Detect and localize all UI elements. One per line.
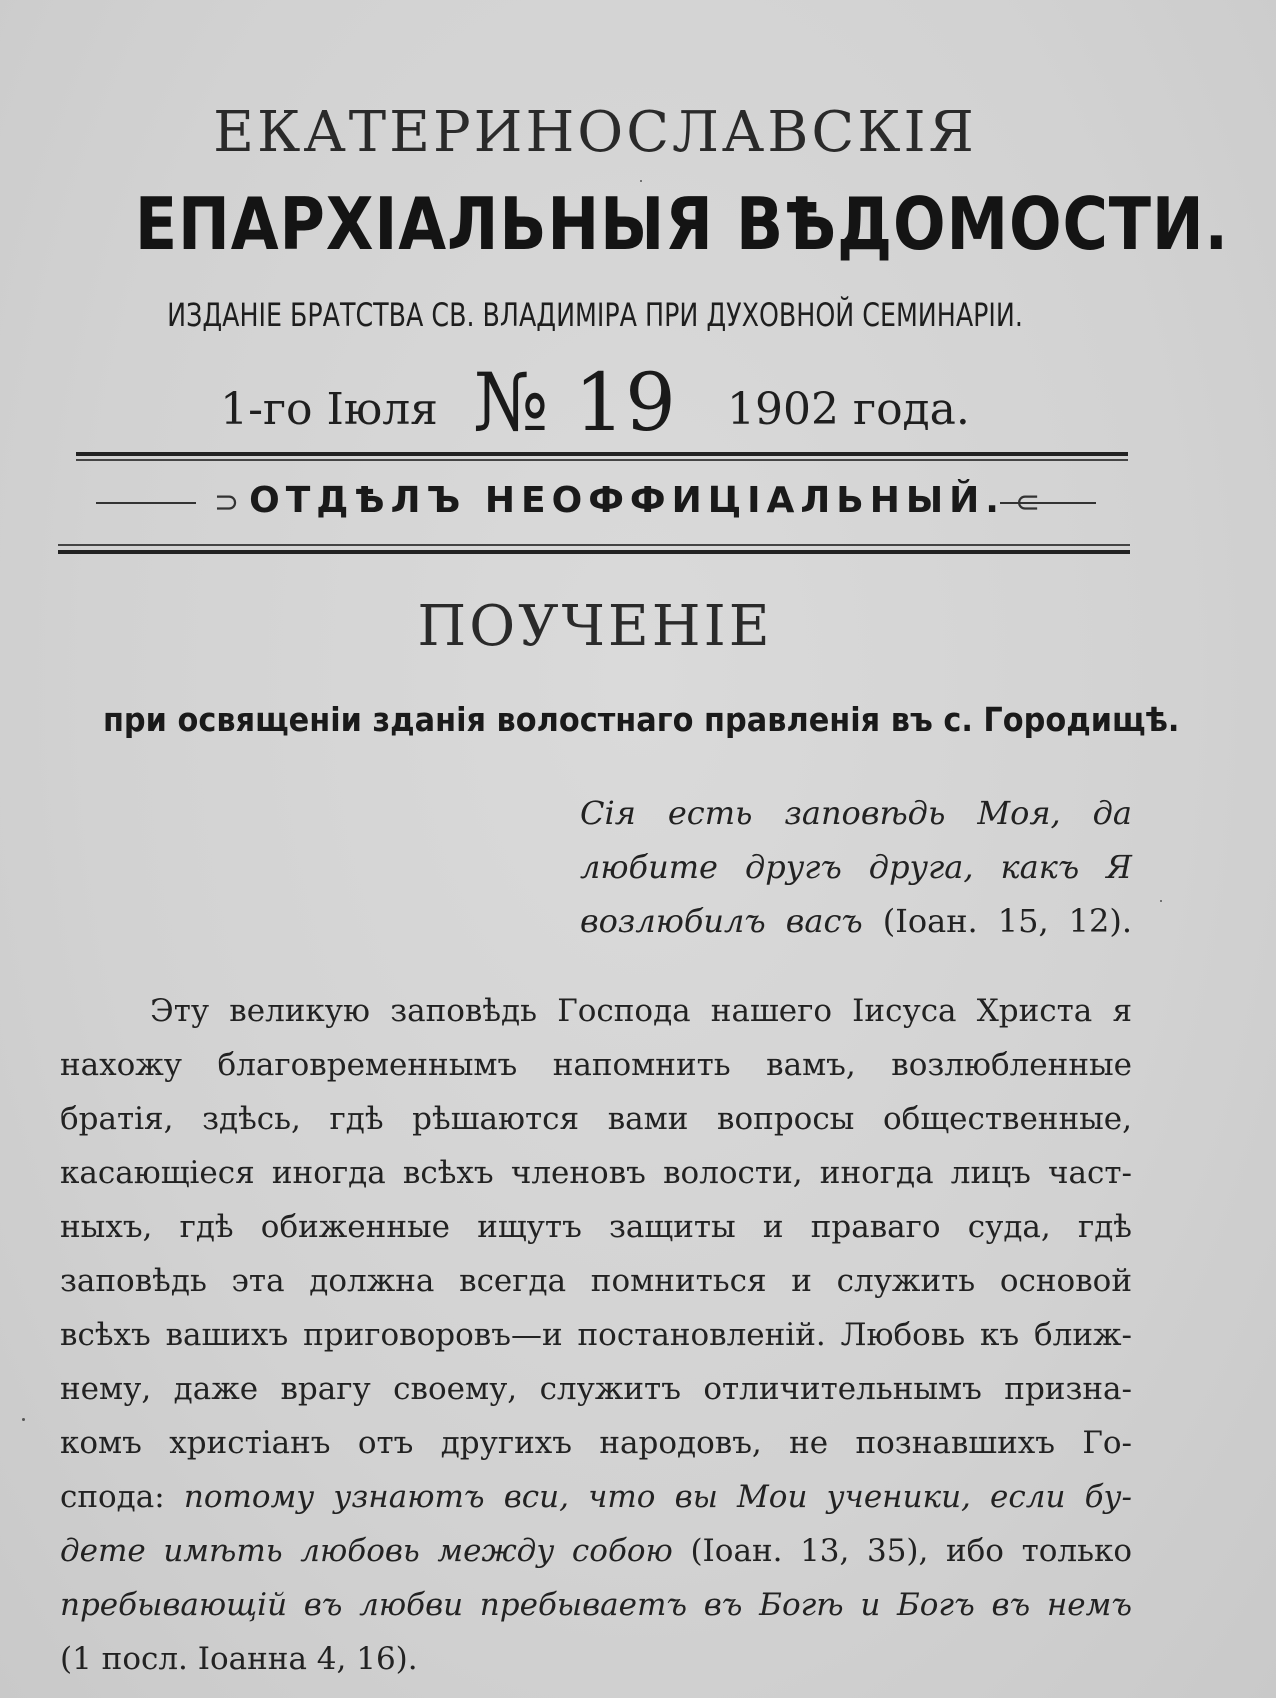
paragraph-line: Эту великую заповѣдь Господа нашего Іисуса Христа я	[150, 993, 1132, 1029]
epigraph	[580, 786, 1132, 948]
section-rule-thin	[58, 544, 1130, 546]
section-dash-right	[1000, 502, 1096, 504]
paragraph-line	[60, 1470, 1132, 1524]
paper-speck	[1160, 900, 1162, 902]
article-paragraph	[60, 984, 1132, 1686]
ornament-left-icon: ⊃	[214, 485, 240, 520]
paragraph-quote: дете имѣть любовь между собою	[60, 1533, 673, 1569]
issue-year: 1902 года.	[727, 384, 970, 435]
issue-number: № 19	[473, 356, 676, 449]
article-title: ПОУЧЕНІЕ	[417, 594, 773, 659]
section-heading	[96, 478, 1096, 528]
ornament-right-icon: ⊂	[1014, 485, 1041, 520]
masthead-region: ЕКАТЕРИНОСЛАВСКІЯ	[213, 100, 977, 165]
paragraph-line: братія, здѣсь, гдѣ рѣшаются вами вопросы общественные,	[60, 1101, 1132, 1137]
paragraph-line: всѣхъ вашихъ приговоровъ—и постановленій. Любовь къ ближ-	[60, 1317, 1132, 1353]
epigraph-line-3: возлюбилъ васъ	[580, 902, 863, 940]
paper-speck	[640, 180, 642, 182]
issue-line	[0, 356, 1190, 449]
header-rule-thin	[76, 459, 1128, 461]
epigraph-line-1: Сія есть заповѣдь Моя, да	[580, 794, 1132, 832]
section-title: ОТДѢЛЪ НЕОФФИЦІАЛЬНЫЙ.	[249, 480, 1005, 521]
paragraph-text: (Іоан. 13, 35), ибо только	[690, 1533, 1132, 1569]
epigraph-line-2: любите другъ друга, какъ Я	[580, 848, 1132, 886]
paragraph-line: нахожу благовременнымъ напомнить вамъ, возлюбленные	[60, 1047, 1132, 1083]
paragraph-line: (1 посл. Іоанна 4, 16).	[60, 1641, 418, 1677]
issue-date: 1-го Іюля	[220, 384, 438, 435]
paragraph-line	[60, 1524, 1132, 1578]
masthead-title: ЕПАРХІАЛЬНЫЯ ВѢДОМОСТИ.	[134, 182, 1229, 266]
paper-speck	[22, 1418, 25, 1421]
paragraph-line: нему, даже врагу своему, служитъ отличительнымъ призна-	[60, 1371, 1132, 1407]
paragraph-quote: пребывающій въ любви пребываетъ въ Богѣ и Богъ въ немъ	[60, 1587, 1132, 1623]
section-rule	[58, 550, 1130, 554]
paragraph-line	[60, 1578, 1132, 1632]
paragraph-text: спода:	[60, 1479, 165, 1515]
paragraph-line: ныхъ, гдѣ обиженные ищутъ защиты и праваго суда, гдѣ	[60, 1209, 1132, 1245]
section-title-wrap	[204, 480, 1041, 521]
paragraph-line: заповѣдь эта должна всегда помниться и служить основой	[60, 1263, 1132, 1299]
section-dash-left	[96, 502, 196, 504]
paragraph-line: касающіеся иногда всѣхъ членовъ волости, иногда лицъ част-	[60, 1155, 1132, 1191]
article-subtitle: при освященіи зданія волостнаго правленія въ с. Городищѣ.	[102, 700, 1180, 739]
epigraph-reference: (Іоан. 15, 12).	[882, 902, 1133, 940]
header-rule	[76, 452, 1128, 456]
paragraph-line: комъ христіанъ отъ другихъ народовъ, не познавшихъ Го-	[60, 1425, 1132, 1461]
paragraph-quote: потому узнаютъ вси, что вы Мои ученики, если бу-	[183, 1479, 1132, 1515]
masthead-publisher: ИЗДАНІЕ БРАТСТВА СВ. ВЛАДИМІРА ПРИ ДУХОВНОЙ СЕМИНАРІИ.	[167, 296, 1023, 334]
